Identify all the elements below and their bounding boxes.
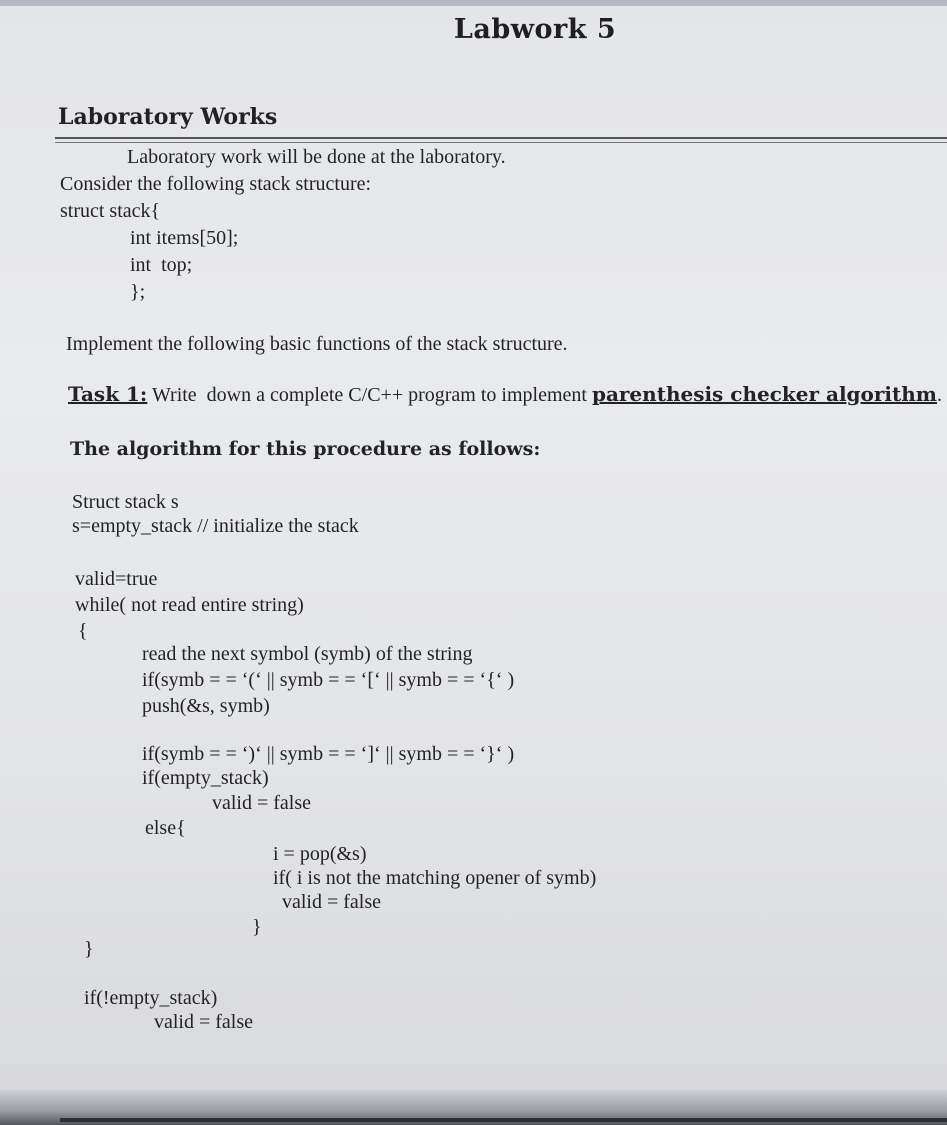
algorithm-line: if(symb = = ‘(‘ || symb = = ‘[‘ || symb = = ‘{‘ ) (142, 669, 515, 691)
implement-text: Implement the following basic functions of the stack structure. (66, 333, 568, 355)
algorithm-line: if(empty_stack) (142, 767, 269, 789)
document-title: Labwork 5 (453, 14, 617, 45)
algorithm-line: valid=true (75, 568, 158, 590)
task-label: Task 1: (68, 382, 148, 406)
heading-rule (55, 137, 947, 139)
algorithm-line: if(!empty_stack) (84, 987, 218, 1009)
page-top-edge (0, 0, 947, 6)
heading-rule-thin (55, 142, 947, 143)
task-text: Write down a complete C/C++ program to implement (147, 384, 592, 406)
struct-line: }; (130, 281, 146, 303)
algorithm-line: valid = false (154, 1011, 254, 1033)
algorithm-line: } (84, 938, 94, 960)
algorithm-line: } (252, 916, 262, 938)
algorithm-line: push(&s, symb) (142, 695, 270, 717)
bottom-rule (60, 1118, 947, 1122)
task-end: . (936, 384, 942, 406)
algorithm-line: Struct stack s (72, 491, 179, 513)
algorithm-line: if(symb = = ‘)‘ || symb = = ‘]‘ || symb = = ‘}‘ ) (142, 743, 515, 765)
struct-line: int top; (130, 254, 193, 276)
algorithm-line: if( i is not the matching opener of symb) (273, 867, 597, 889)
algorithm-line: else{ (145, 817, 186, 839)
algorithm-line: { (78, 620, 88, 642)
algorithm-line: i = pop(&s) (273, 843, 367, 865)
algorithm-line: s=empty_stack // initialize the stack (72, 515, 359, 537)
task-line (68, 382, 942, 407)
task-highlight: parenthesis checker algorithm (591, 382, 937, 406)
struct-line: struct stack{ (60, 200, 161, 222)
section-heading: Laboratory Works (58, 104, 278, 130)
algorithm-line: while( not read entire string) (75, 594, 304, 616)
algorithm-heading: The algorithm for this procedure as follows: (70, 438, 541, 460)
intro-text: Laboratory work will be done at the laboratory. (127, 146, 506, 168)
struct-line: int items[50]; (130, 227, 239, 249)
consider-text: Consider the following stack structure: (60, 173, 372, 195)
algorithm-line: valid = false (282, 891, 382, 913)
algorithm-line: valid = false (212, 792, 312, 814)
algorithm-line: read the next symbol (symb) of the string (142, 643, 473, 665)
